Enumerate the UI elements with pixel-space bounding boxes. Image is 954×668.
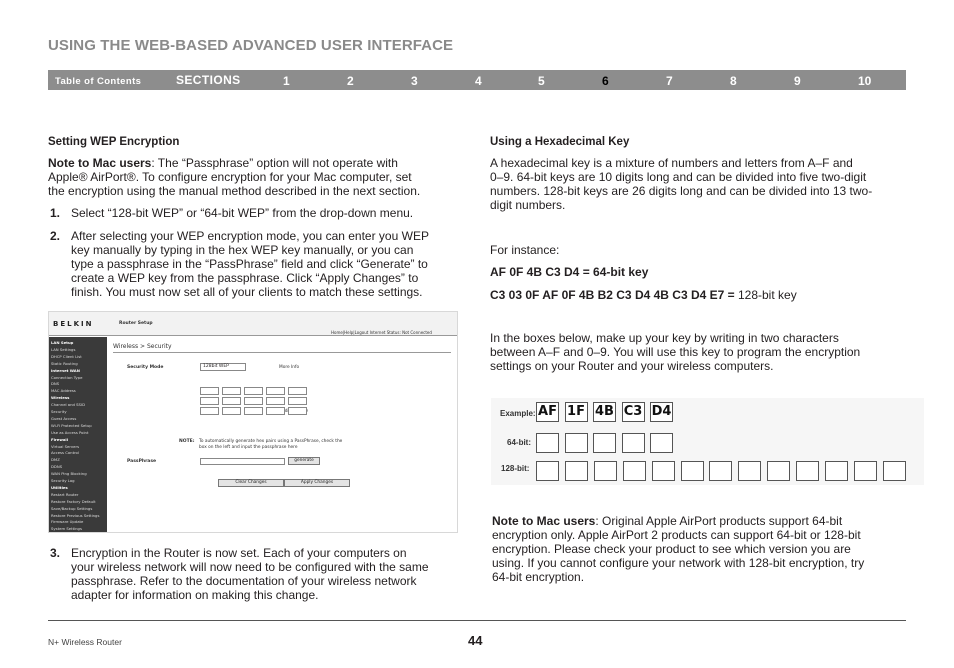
router-sidebar-item[interactable]: WAN Ping Blocking — [51, 471, 87, 477]
64-bit-hex-box[interactable] — [650, 433, 673, 453]
security-mode-label: Security Mode — [127, 365, 164, 370]
boxes-instructions — [490, 331, 910, 373]
step-text-line: create a WEP key from the passphrase. Click “Apply Changes” to — [71, 271, 419, 285]
hex-key-heading: Using a Hexadecimal Key — [490, 136, 630, 148]
hex-intro — [490, 156, 910, 212]
wep-heading: Setting WEP Encryption — [48, 136, 180, 148]
step-text-line: Encryption in the Router is now set. Each of your computers on — [71, 546, 407, 560]
router-sidebar — [49, 337, 107, 533]
hex-pair-input[interactable] — [200, 387, 219, 395]
router-sidebar-item[interactable]: Virtual Servers — [51, 443, 80, 449]
hex-pair-input[interactable] — [222, 397, 241, 405]
router-sidebar-item[interactable]: DHCP Client List — [51, 353, 82, 359]
router-sidebar-item[interactable]: Static Routing — [51, 360, 78, 366]
clear-changes-button[interactable]: Clear Changes — [218, 479, 284, 487]
step-number: 2. — [50, 229, 61, 243]
128-bit-hex-box[interactable] — [536, 461, 559, 481]
step-1 — [50, 206, 460, 220]
security-mode-select[interactable] — [200, 363, 246, 371]
hex-pair-input[interactable] — [244, 407, 263, 415]
router-sidebar-item[interactable]: Wi-Fi Protected Setup — [51, 422, 92, 428]
mac-note-line: : Original Apple AirPort products support 64-bit — [595, 514, 843, 528]
example-hex-box: C3 — [622, 402, 645, 422]
hex-pair-input[interactable] — [288, 387, 307, 395]
page-number: 44 — [468, 633, 483, 648]
128-bit-hex-box[interactable] — [709, 461, 732, 481]
hex-pair-input[interactable] — [266, 387, 285, 395]
example-hex-box: 1F — [565, 402, 588, 422]
example-64-bit: AF 0F 4B C3 D4 = 64-bit key — [490, 265, 649, 279]
router-sidebar-item[interactable]: Restart Router — [51, 491, 79, 497]
router-sidebar-item[interactable]: Access Control — [51, 450, 79, 456]
step-2 — [50, 229, 460, 301]
example-128-suffix: 128-bit key — [734, 288, 797, 302]
hex-intro-line: A hexadecimal key is a mixture of numbers and letters from A–F and — [490, 156, 853, 170]
step-text-line: passphrase. Refer to the documentation of your wireless network — [71, 574, 417, 588]
router-sidebar-item[interactable]: LAN Settings — [51, 346, 76, 352]
router-sidebar-item[interactable]: Firmware Update — [51, 519, 84, 525]
table-of-contents-link[interactable]: Table of Contents — [55, 76, 142, 87]
example-row-label: Example: — [500, 409, 536, 418]
step-text-line: key manually by typing in the hex WEP key manually, or you can — [71, 243, 414, 257]
hex-intro-line: numbers. 128-bit keys are 26 digits long and can be divided into 13 two- — [490, 184, 873, 198]
mac-note-left — [48, 156, 458, 198]
step-text-line: type a passphrase in the “PassPhrase” field and click “Generate” to — [71, 257, 428, 271]
section-link-8[interactable]: 8 — [730, 74, 737, 88]
128-bit-hex-box[interactable] — [652, 461, 675, 481]
128-bit-hex-box[interactable] — [738, 461, 761, 481]
128-bit-hex-box[interactable] — [594, 461, 617, 481]
router-sidebar-heading: Internet WAN — [51, 367, 80, 373]
mac-note-label: Note to Mac users — [492, 514, 596, 528]
boxes-line: between A–F and 0–9. You will use this key to program the encryption — [490, 345, 861, 359]
router-sidebar-item[interactable]: Security — [51, 409, 67, 414]
hex-pair-input[interactable] — [200, 397, 219, 405]
mac-note-line: the encryption using the manual method described in the next section. — [48, 184, 421, 198]
64-bit-hex-box[interactable] — [536, 433, 559, 453]
hex-key-worksheet — [491, 398, 924, 485]
router-note-line: box on the left and input the passphrase here — [199, 445, 298, 450]
footer-product-name: N+ Wireless Router — [48, 637, 122, 647]
divider — [113, 352, 451, 353]
boxes-line: In the boxes below, make up your key by writing in two characters — [490, 331, 839, 345]
router-sidebar-item[interactable]: System Settings — [51, 526, 82, 532]
router-sidebar-item[interactable]: Restore Factory Default — [51, 498, 96, 504]
mac-note-line: encryption only. Apple AirPort 2 products can support 64-bit or 128-bit — [492, 528, 861, 542]
hex-pair-input[interactable] — [288, 407, 307, 415]
hex-pair-input[interactable] — [266, 407, 285, 415]
step-number: 3. — [50, 546, 61, 560]
step-text-line: adapter for information on making this change. — [71, 588, 319, 602]
hex-pair-input[interactable] — [222, 407, 241, 415]
section-link-9[interactable]: 9 — [794, 74, 801, 88]
hex-pair-input[interactable] — [244, 397, 263, 405]
footer-divider — [48, 620, 906, 621]
128-bit-row-label: 128-bit: — [501, 464, 530, 473]
router-note-label: NOTE: — [179, 439, 195, 444]
64-bit-hex-box[interactable] — [622, 433, 645, 453]
step-text-line: finish. You must now set all of your clients to match these settings. — [71, 285, 423, 299]
boxes-line: settings on your Router and your wireless computers. — [490, 359, 774, 373]
belkin-logo: BELKIN — [53, 320, 94, 328]
hex-pair-input[interactable] — [288, 397, 307, 405]
mac-note-line: : The “Passphrase” option will not operate with — [151, 156, 398, 170]
section-link-1[interactable]: 1 — [283, 74, 290, 88]
generate-button[interactable]: generate — [288, 457, 320, 465]
example-hex-box: AF — [536, 402, 559, 422]
for-instance-text: For instance: — [490, 243, 560, 257]
step-3 — [50, 546, 465, 604]
128-bit-hex-box[interactable] — [623, 461, 646, 481]
router-topbar — [49, 312, 458, 336]
router-sidebar-heading: LAN Setup — [51, 340, 74, 345]
router-sidebar-item[interactable]: Connection Type — [51, 374, 83, 380]
128-bit-hex-box[interactable] — [681, 461, 704, 481]
router-sidebar-item[interactable]: Save/Backup Settings — [51, 505, 93, 511]
router-sidebar-item[interactable]: Channel and SSID — [51, 402, 86, 408]
section-link-6[interactable]: 6 — [602, 74, 609, 88]
passphrase-label: PassPhrase — [127, 459, 157, 464]
128-bit-hex-box[interactable] — [767, 461, 790, 481]
router-sidebar-heading: Utilities — [51, 484, 68, 490]
example-128-key: C3 03 0F AF 0F 4B B2 C3 D4 4B C3 D4 E7 = — [490, 288, 735, 302]
section-link-7[interactable]: 7 — [666, 74, 673, 88]
hex-intro-line: 0–9. 64-bit keys are 10 digits long and can be divided into five two-digit — [490, 170, 867, 184]
more-info-link[interactable]: More Info — [279, 365, 300, 370]
section-link-10[interactable]: 10 — [858, 74, 872, 88]
router-page-title: Wireless > Security — [113, 343, 172, 350]
example-128-bit — [490, 288, 910, 302]
security-mode-value: 128bit WEP — [203, 364, 229, 369]
mac-note-label: Note to Mac users — [48, 156, 152, 170]
hex-pair-input[interactable] — [266, 397, 285, 405]
sections-label: SECTIONS — [176, 73, 241, 87]
router-sidebar-item[interactable]: Security Log — [51, 478, 75, 483]
router-sidebar-item[interactable]: Guest Access — [51, 415, 77, 421]
router-sidebar-item[interactable]: Restore Previous Settings — [51, 512, 100, 518]
router-setup-title: Router Setup — [119, 321, 153, 326]
hex-intro-line: digit numbers. — [490, 198, 566, 212]
router-setup-screenshot — [48, 311, 458, 533]
hex-pair-input[interactable] — [244, 387, 263, 395]
router-sidebar-heading: Wireless — [51, 395, 70, 401]
step-text: Select “128-bit WEP” or “64-bit WEP” from the drop-down menu. — [71, 206, 414, 220]
router-note-line: To automatically generate hex pairs using a PassPhrase, check the — [199, 439, 343, 444]
apply-changes-button[interactable]: Apply Changes — [284, 479, 350, 487]
router-sidebar-item[interactable]: DMZ — [51, 457, 60, 463]
step-text-line: your wireless network will now need to be configured with the same — [71, 560, 429, 574]
passphrase-input[interactable] — [200, 458, 285, 465]
router-sidebar-heading: Firewall — [51, 436, 69, 442]
step-number: 1. — [50, 206, 61, 220]
router-sidebar-item[interactable]: DDNS — [51, 464, 63, 470]
section-navbar — [48, 70, 906, 90]
page-header-title: USING THE WEB-BASED ADVANCED USER INTERFACE — [48, 37, 454, 54]
router-sidebar-item[interactable]: Use as Access Point — [51, 429, 89, 435]
router-sidebar-item[interactable]: MAC Address — [51, 388, 76, 394]
128-bit-hex-box[interactable] — [825, 461, 848, 481]
hex-pair-input[interactable] — [200, 407, 219, 415]
64-bit-hex-box[interactable] — [565, 433, 588, 453]
section-link-4[interactable]: 4 — [475, 74, 482, 88]
mac-note-right — [492, 514, 912, 584]
step-text-line: After selecting your WEP encryption mode, you can enter you WEP — [71, 229, 429, 243]
router-sidebar-item[interactable]: DNS — [51, 381, 60, 387]
section-link-5[interactable]: 5 — [538, 74, 545, 88]
mac-note-line: Apple® AirPort®. To configure encryption for your Mac computer, set — [48, 170, 412, 184]
128-bit-hex-box[interactable] — [565, 461, 588, 481]
64-bit-row-label: 64-bit: — [507, 438, 531, 447]
section-link-2[interactable]: 2 — [347, 74, 354, 88]
128-bit-hex-box[interactable] — [883, 461, 906, 481]
mac-note-line: using. If you cannot configure your network with 128-bit encryption, try — [492, 556, 865, 570]
section-link-3[interactable]: 3 — [411, 74, 418, 88]
mac-note-line: 64-bit encryption. — [492, 570, 585, 584]
example-hex-box: 4B — [593, 402, 616, 422]
mac-note-line: encryption. Please check your product to see which version you are — [492, 542, 851, 556]
128-bit-hex-box[interactable] — [854, 461, 877, 481]
example-hex-box: D4 — [650, 402, 673, 422]
64-bit-hex-box[interactable] — [593, 433, 616, 453]
router-top-links: Home|Help|Logout Internet Status: Not Connected — [331, 330, 432, 335]
128-bit-hex-box[interactable] — [796, 461, 819, 481]
hex-pair-input[interactable] — [222, 387, 241, 395]
